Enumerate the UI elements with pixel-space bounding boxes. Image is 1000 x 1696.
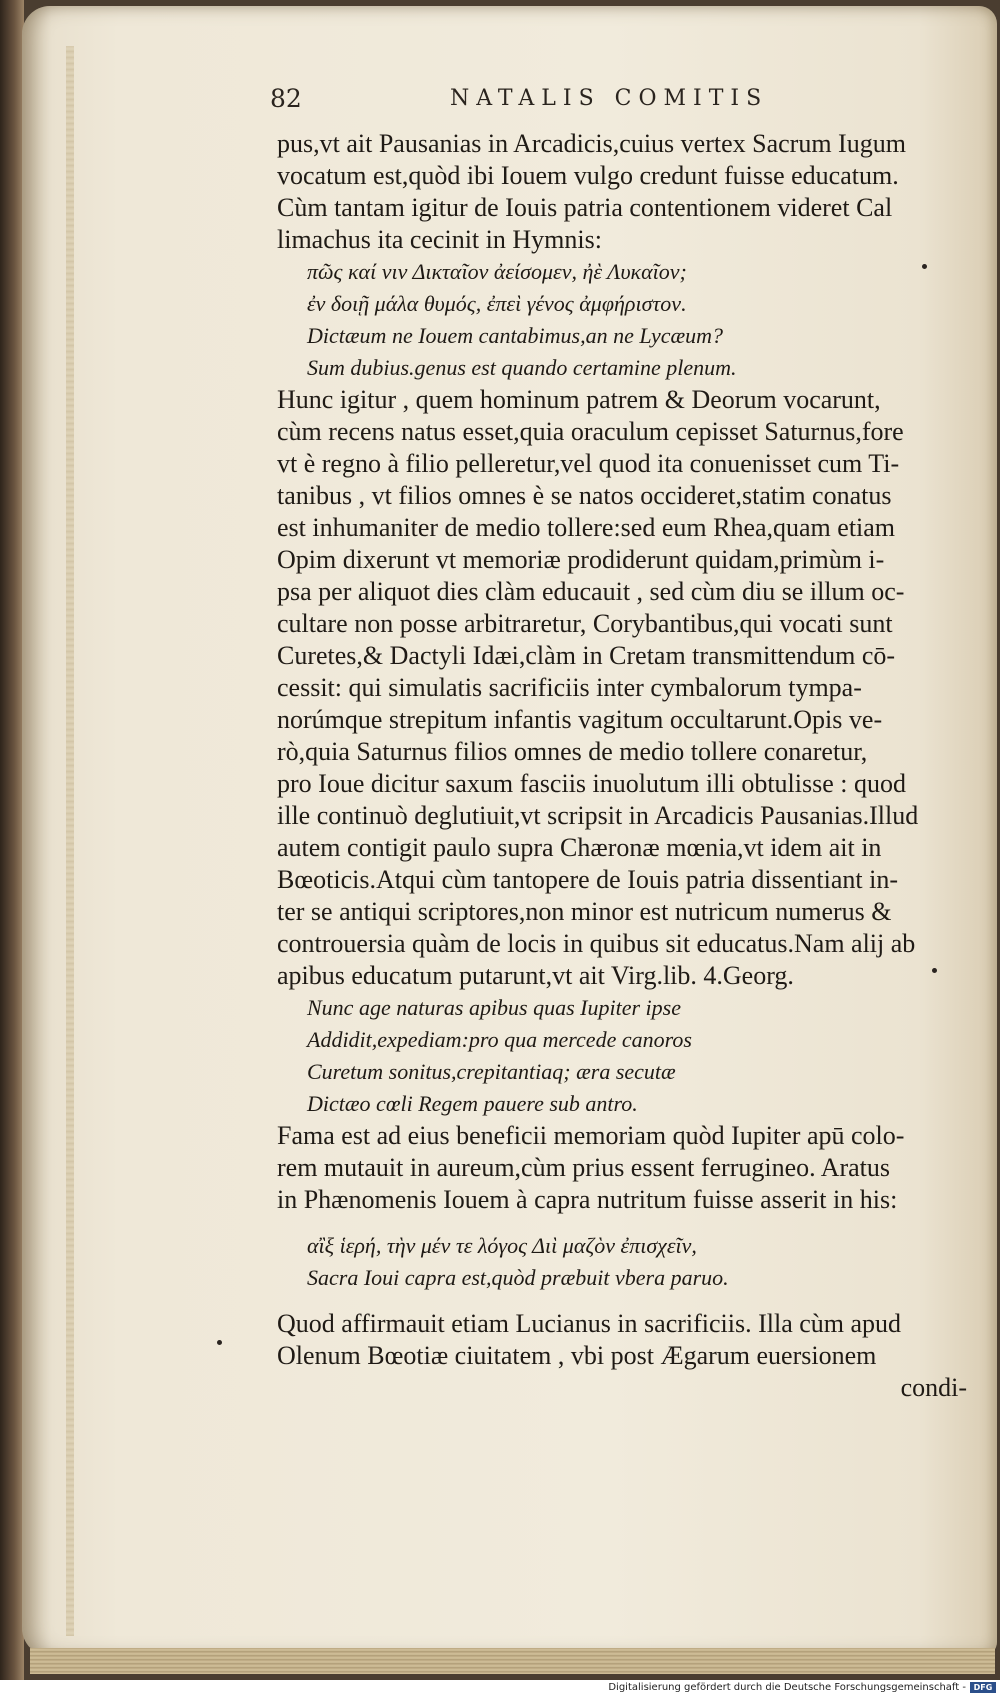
verse-line: Addidit,expediam:pro qua mercede canoros (307, 1027, 692, 1052)
ink-speck (217, 1340, 222, 1345)
text-line: autem contigit paulo supra Chæronæ mœnia,vt idem ait in (277, 833, 882, 862)
text-line: rò,quia Saturnus filios omnes de medio tollere conaretur, (277, 737, 868, 766)
catchword: condi- (900, 1373, 967, 1402)
text-line: psa per aliquot dies clàm educauit , sed cùm diu se illum oc- (277, 577, 905, 606)
text-line: Hunc igitur , quem hominum patrem & Deorum vocarunt, (277, 385, 881, 414)
text-line: pro Ioue dicitur saxum fasciis inuolutum illi obtulisse : quod (277, 769, 906, 798)
footer-credit: Digitalisierung gefördert durch die Deutsche Forschungsgemeinschaft - (608, 1682, 966, 1693)
text-line: norúmque strepitum infantis vagitum occultarunt.Opis ve- (277, 705, 883, 734)
verse-line: Sacra Ioui capra est,quòd præbuit vbera paruo. (307, 1265, 729, 1290)
page-edge-bottom (30, 1648, 995, 1674)
verse-line: Curetum sonitus,crepitantiaq; æra secutæ (307, 1059, 676, 1084)
text-line: vocatum est,quòd ibi Iouem vulgo credunt fuisse educatum. (277, 161, 899, 190)
text-line: tanibus , vt filios omnes è se natos occideret,statim conatus (277, 481, 892, 510)
verse-line: Sum dubius.genus est quando certamine plenum. (307, 355, 737, 380)
text-line: Olenum Bœotiæ ciuitatem , vbi post Ægarum euersionem (277, 1341, 877, 1370)
text-line: apibus educatum putarunt,vt ait Virg.lib. 4.Georg. (277, 961, 794, 990)
text-line: controuersia quàm de locis in quibus sit educatus.Nam alij ab (277, 929, 916, 958)
text-line: limachus ita cecinit in Hymnis: (277, 225, 602, 254)
text-line: pus,vt ait Pausanias in Arcadicis,cuius vertex Sacrum Iugum (277, 129, 906, 158)
text-line: Cùm tantam igitur de Iouis patria contentionem videret Cal (277, 193, 893, 222)
dfg-logo-icon: DFG (970, 1682, 996, 1693)
text-line: Curetes,& Dactyli Idæi,clàm in Cretam transmittendum cō- (277, 641, 896, 670)
text-line: cùm recens natus esset,quia oraculum cepisset Saturnus,fore (277, 417, 904, 446)
book-page (22, 6, 997, 1656)
text-line: est inhumaniter de medio tollere:sed eum Rhea,quam etiam (277, 513, 896, 542)
text-line: ille continuò deglutiuit,vt scripsit in Arcadicis Pausanias.Illud (277, 801, 919, 830)
page-header (270, 84, 970, 124)
text-line: Quod affirmauit etiam Lucianus in sacrificiis. Illa cùm apud (277, 1309, 902, 1338)
running-title: NATALIS COMITIS (450, 86, 769, 111)
verse-line: πῶς καί νιν Δικταῖον ἀείσομεν, ἠὲ Λυκαῖον; (307, 259, 687, 284)
verse-line: ἐν δοιῇ μάλα θυμός, ἐπεὶ γένος ἀμφήριστον. (307, 291, 687, 316)
text-line: cessit: qui simulatis sacrificiis inter cymbalorum tympa- (277, 673, 862, 702)
verse-line: αἲξ ἱερή, τὴν μέν τε λόγος Διὶ μαζὸν ἐπισχεῖν, (307, 1233, 697, 1258)
ink-speck (932, 968, 937, 973)
text-line: Opim dixerunt vt memoriæ prodiderunt quidam,primùm i- (277, 545, 885, 574)
ink-speck (922, 264, 927, 269)
spacer (277, 1294, 977, 1308)
text-line: vt è regno à filio pelleretur,vel quod ita conuenisset cum Ti- (277, 449, 900, 478)
verse-line: Nunc age naturas apibus quas Iupiter ipse (307, 995, 681, 1020)
verse-line: Dictæum ne Iouem cantabimus,an ne Lycæum? (307, 323, 724, 348)
text-line: rem mutauit in aureum,cùm prius essent ferrugineo. Aratus (277, 1153, 891, 1182)
footer-bar (0, 1680, 1000, 1696)
text-block (277, 128, 977, 1404)
book-spine (0, 0, 24, 1680)
text-line: Fama est ad eius beneficii memoriam quòd Iupiter apū colo- (277, 1121, 905, 1150)
page-number: 82 (270, 84, 302, 113)
text-line: Bœoticis.Atqui cùm tantopere de Iouis patria dissentiant in- (277, 865, 898, 894)
text-line: ter se antiqui scriptores,non minor est nutricum numerus & (277, 897, 892, 926)
text-line: in Phænomenis Iouem à capra nutritum fuisse asserit in his: (277, 1185, 898, 1214)
spacer (277, 1216, 977, 1230)
verse-line: Dictæo cœli Regem pauere sub antro. (307, 1091, 638, 1116)
text-line: cultare non posse arbitraretur, Corybantibus,qui vocati sunt (277, 609, 893, 638)
page-edge-left (66, 46, 74, 1636)
